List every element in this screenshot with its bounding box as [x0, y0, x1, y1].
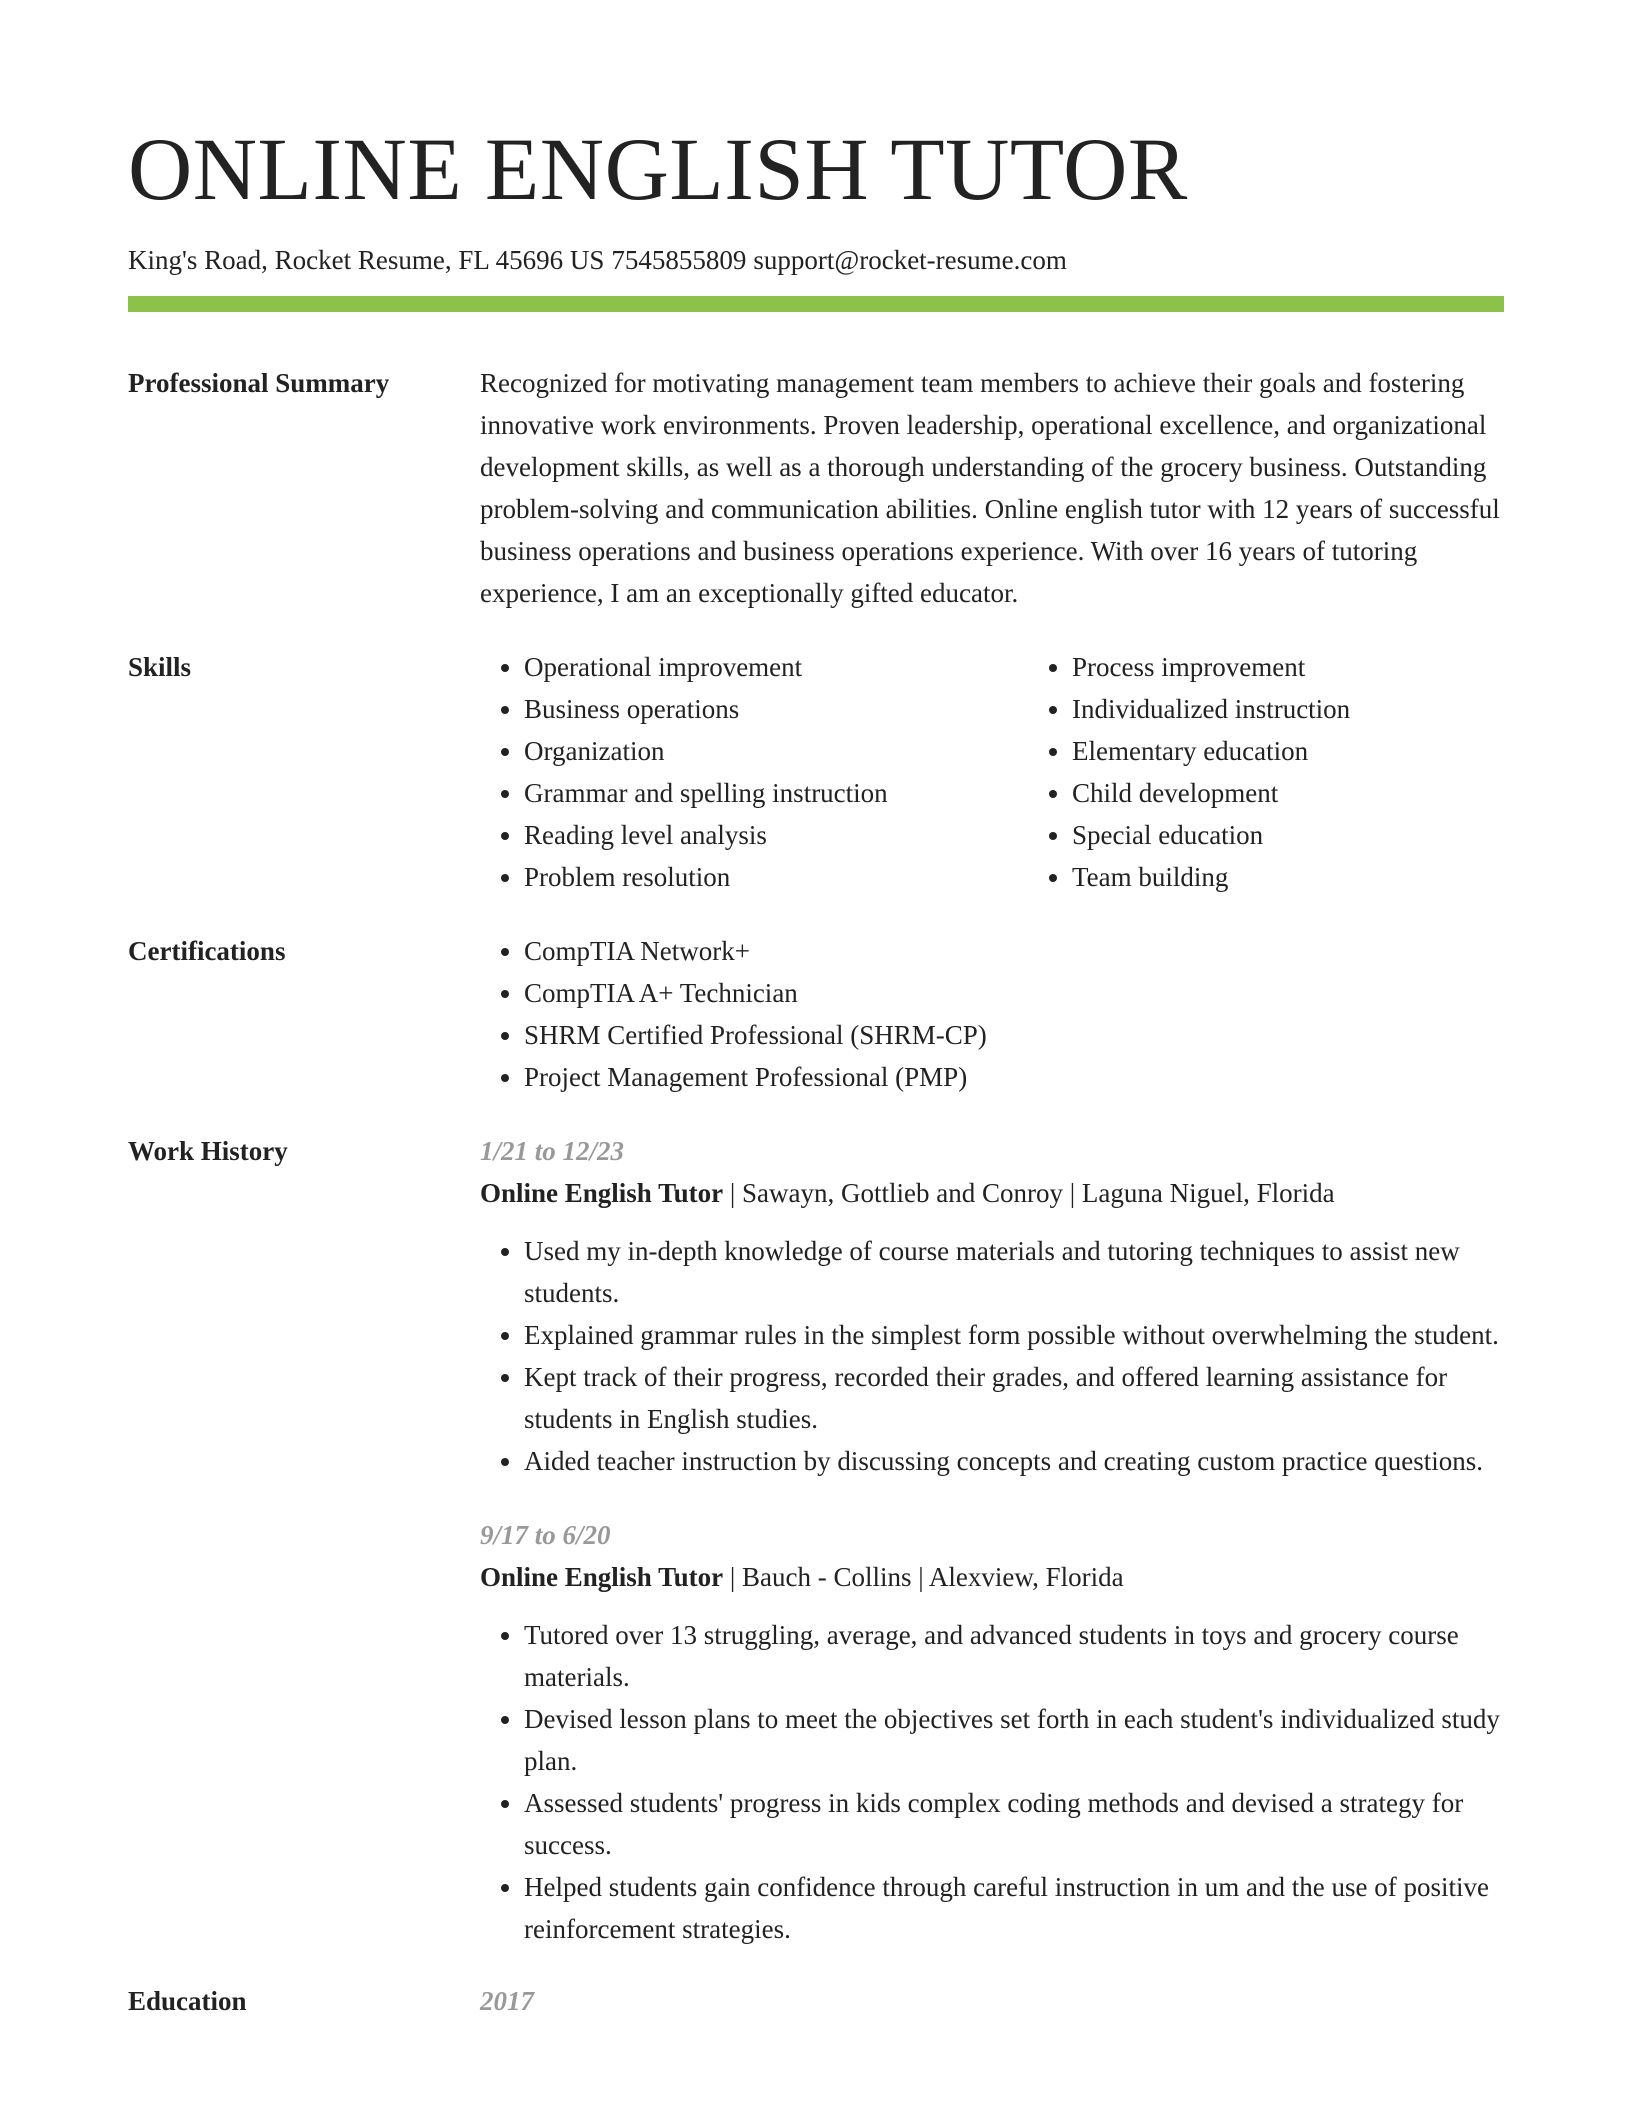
certification-item: • SHRM Certified Professional (SHRM-CP)	[524, 1014, 1504, 1056]
resume-name: ONLINE ENGLISH TUTOR	[128, 121, 1188, 219]
summary-heading: Professional Summary	[128, 368, 390, 398]
skill-item: • Elementary education	[1072, 730, 1576, 772]
summary-text: Recognized for motivating management team members to achieve their goals and fostering innovative work environments. Proven leadership, operational excellence, and organizational development skills, as well as a thorough understanding of the grocery business. Outstanding problem-solving and communication abilities. Online english tutor with 12 years of successful business operations and business operations experience. With over 16 years of tutoring experience, I am an exceptionally gifted educator.	[480, 368, 1500, 608]
skill-item: • Special education	[1072, 814, 1576, 856]
skill-item: • Process improvement	[1072, 646, 1576, 688]
job-bullets	[480, 1614, 1504, 1950]
skill-item: • Team building	[1072, 856, 1576, 898]
job-header	[480, 1172, 1504, 1214]
skills-heading: Skills	[128, 652, 192, 682]
skill-item: • Grammar and spelling instruction	[524, 772, 1028, 814]
certifications-heading: Certifications	[128, 936, 286, 966]
job-entry	[480, 1514, 1504, 1950]
resume-page	[128, 0, 1504, 2022]
job-dates: 1/21 to 12/23	[480, 1136, 625, 1166]
skill-item: • Problem resolution	[524, 856, 1028, 898]
job-header	[480, 1556, 1504, 1598]
job-bullet: • Aided teacher instruction by discussing concepts and creating custom practice questions.	[524, 1440, 1504, 1482]
skill-item: • Business operations	[524, 688, 1028, 730]
skill-item: • Operational improvement	[524, 646, 1028, 688]
education-section	[128, 1980, 1504, 2022]
skills-list-left	[480, 646, 1028, 898]
job-bullet: • Helped students gain confidence through careful instruction in um and the use of positive reinforcement strategies.	[524, 1866, 1504, 1950]
contact-phone: 7545855809	[611, 245, 747, 275]
job-bullets	[480, 1230, 1504, 1482]
summary-section	[128, 362, 1504, 614]
job-bullet: • Explained grammar rules in the simplest form possible without overwhelming the student.	[524, 1314, 1504, 1356]
skill-item: • Organization	[524, 730, 1028, 772]
education-date: 2017	[480, 1986, 534, 2016]
certification-item: • Project Management Professional (PMP)	[524, 1056, 1504, 1098]
contact-address: King's Road, Rocket Resume, FL 45696 US	[128, 245, 605, 275]
education-heading: Education	[128, 1986, 247, 2016]
certifications-list	[480, 930, 1504, 1098]
job-bullet: • Tutored over 13 struggling, average, and advanced students in toys and grocery course materials.	[524, 1614, 1504, 1698]
job-bullet: • Devised lesson plans to meet the objectives set forth in each student's individualized study plan.	[524, 1698, 1504, 1782]
work-history-heading: Work History	[128, 1136, 288, 1166]
contact-line	[128, 244, 1504, 276]
header-divider	[128, 296, 1504, 312]
certification-item: • CompTIA Network+	[524, 930, 1504, 972]
job-title: Online English Tutor	[480, 1178, 724, 1208]
skill-item: • Individualized instruction	[1072, 688, 1576, 730]
contact-email: support@rocket-resume.com	[753, 245, 1067, 275]
certification-item: • CompTIA A+ Technician	[524, 972, 1504, 1014]
certifications-section	[128, 930, 1504, 1098]
skill-item: • Child development	[1072, 772, 1576, 814]
skills-section	[128, 646, 1504, 898]
job-employer-location: | Sawayn, Gottlieb and Conroy | Laguna Niguel, Florida	[723, 1178, 1335, 1208]
job-dates: 9/17 to 6/20	[480, 1520, 611, 1550]
job-bullet: • Kept track of their progress, recorded their grades, and offered learning assistance for students in English studies.	[524, 1356, 1504, 1440]
work-history-section	[128, 1130, 1504, 1950]
skill-item: • Reading level analysis	[524, 814, 1028, 856]
job-title: Online English Tutor	[480, 1562, 724, 1592]
job-entry	[480, 1130, 1504, 1482]
job-employer-location: | Bauch - Collins | Alexview, Florida	[723, 1562, 1124, 1592]
skills-list-right	[1028, 646, 1576, 898]
job-bullet: • Used my in-depth knowledge of course materials and tutoring techniques to assist new students.	[524, 1230, 1504, 1314]
job-bullet: • Assessed students' progress in kids complex coding methods and devised a strategy for success.	[524, 1782, 1504, 1866]
